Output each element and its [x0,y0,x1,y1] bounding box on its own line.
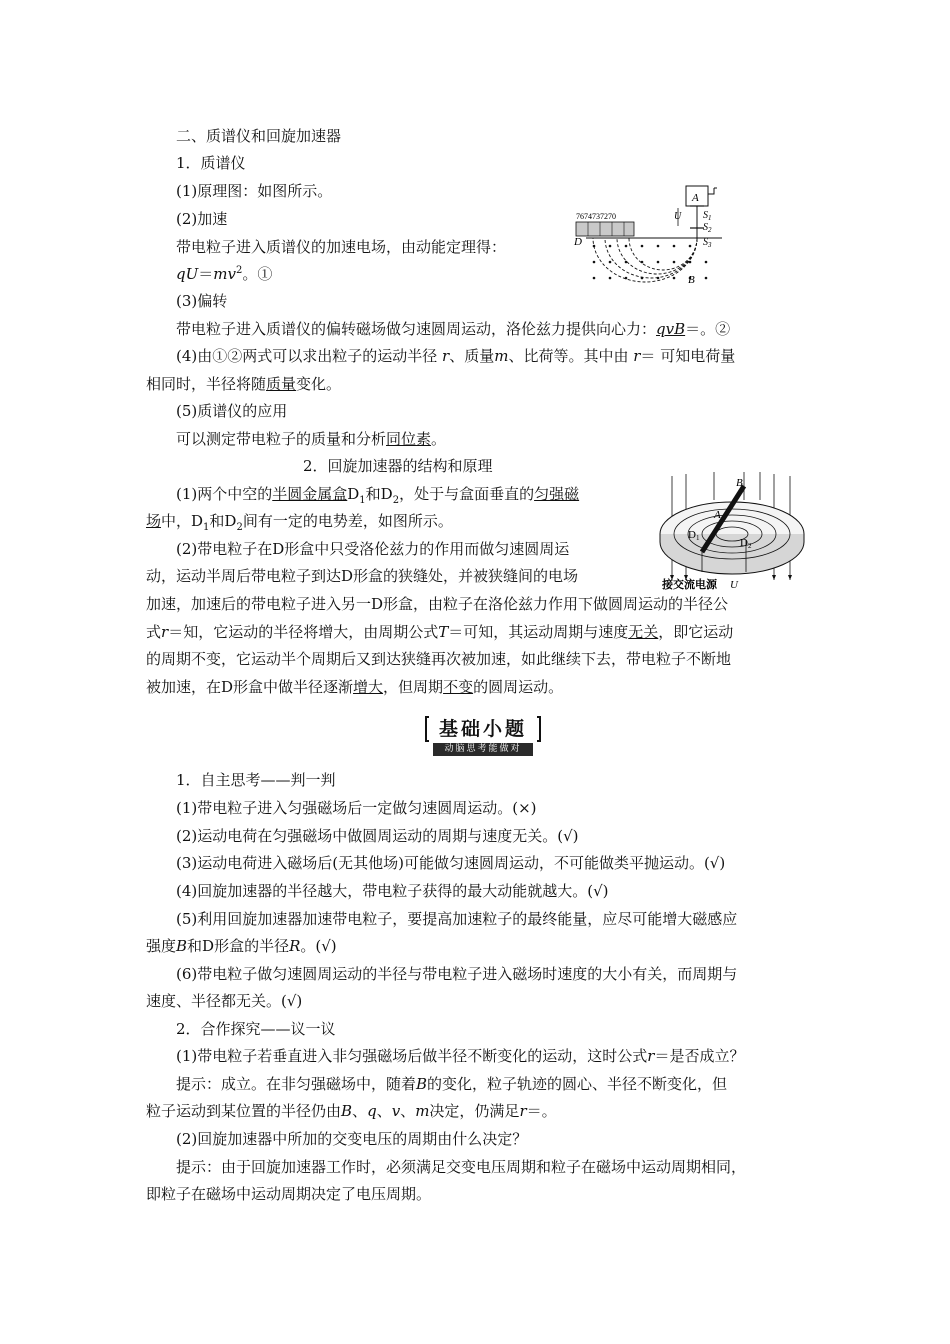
formula-line: $qU=mv^2$。① [176,265,273,283]
banner-title: 基础小题 [438,718,527,740]
paragraph: 被加速，在D形盒中做半径逐渐增大，但周期不变的圆周运动。 [146,678,564,696]
svg-text:D1: D1 [688,529,700,542]
answer: 提示：成立。在非匀强磁场中，随着B的变化，粒子轨迹的圆心、半径不断变化，但 [176,1075,728,1093]
subheading-cyclotron: 2．回旋加速器的结构和原理 [303,457,493,475]
paragraph: (1)原理图：如图所示。 [176,182,333,200]
banner-subtitle: 动脑思考能做对 [433,743,533,756]
paragraph: (4)由①②两式可以求出粒子的运动半径 r、质量m、比荷等。其中由 r＝ 可知电荷量 [176,347,736,365]
svg-text:D: D [574,236,582,248]
paragraph: 带电粒子进入质谱仪的加速电场，由动能定理得： [176,238,507,256]
judgement-item: (1)带电粒子进入匀强磁场后一定做匀速圆周运动。(×) [176,799,537,817]
bracket-right [537,716,541,742]
question: (1)带电粒子若垂直进入非匀强磁场后做半径不断变化的运动，这时公式r＝是否成立？ [176,1047,745,1065]
svg-text:U: U [730,579,738,591]
paragraph: 动，运动半周后带电粒子到达D形盒的狭缝处，并被狭缝间的电场 [146,567,579,585]
judgement-item: (3)运动电荷进入磁场后(无其他场)可能做匀速圆周运动，不可能做类平抛运动。(√) [176,854,726,872]
svg-text:S2: $S_2$ [703,222,712,234]
paragraph: 带电粒子进入质谱仪的偏转磁场做匀速圆周运动，洛伦兹力提供向心力：qvB＝。② [176,320,731,338]
section-heading: 二、质谱仪和回旋加速器 [176,127,342,145]
cyclotron-diagram [652,470,812,595]
paragraph: (1)两个中空的半圆金属盒$D_1$和$D_2$，处于与盒面垂直的匀强磁 [176,485,580,506]
svg-text:U: U [674,211,682,222]
paragraph: 相同时，半径将随质量变化。 [146,375,342,393]
section-banner [425,716,541,756]
paragraph: (2)带电粒子在D形盒中只受洛伦兹力的作用而做匀速圆周运 [176,540,570,558]
answer: 提示：由于回旋加速器工作时，必须满足交变电压周期和粒子在磁场中运动周期相同， [176,1158,747,1176]
svg-text:S1: $S_1$ [703,210,712,222]
svg-text:B: B [688,274,695,286]
subheading-discussion: 2．合作探究——议一议 [176,1020,336,1038]
judgement-item: (6)带电粒子做匀速圆周运动的半径与带电粒子进入磁场时速度的大小有关，而周期与 [176,965,738,983]
svg-text:A: A [692,192,699,204]
judgement-item: (5)利用回旋加速器加速带电粒子，要提高加速粒子的最终能量，应尽可能增大磁感应 [176,910,738,928]
svg-text:7674737270: 7674737270 [576,212,616,221]
subheading-mass-spectrometer: 1．质谱仪 [176,154,246,172]
svg-text:接交流电源: 接交流电源 [662,579,717,591]
judgement-item: 强度B和D形盒的半径R。(√) [146,937,337,955]
judgement-item: 速度、半径都无关。(√) [146,992,303,1010]
paragraph: 的周期不变，它运动半个周期后又到达狭缝再次被加速，如此继续下去，带电粒子不断地 [146,650,732,668]
svg-text:B: B [736,477,743,489]
paragraph: (3)偏转 [176,292,228,310]
mass-spectrometer-diagram [572,182,732,292]
paragraph: (5)质谱仪的应用 [176,402,288,420]
paragraph: (2)加速 [176,210,228,228]
paragraph: 场中，$D_1$和$D_2$间有一定的电势差，如图所示。 [146,512,453,533]
subheading-self-check: 1．自主思考——判一判 [176,771,336,789]
judgement-item: (4)回旋加速器的半径越大，带电粒子获得的最大动能就越大。(√) [176,882,609,900]
svg-text:S3: $S_3$ [703,237,712,249]
answer: 粒子运动到某位置的半径仍由B、q、v、m决定，仍满足r＝。 [146,1102,557,1120]
paragraph: 式r＝知，它运动的半径将增大，由周期公式T＝可知，其运动周期与速度无关，即它运动 [146,623,734,641]
question: (2)回旋加速器中所加的交变电压的周期由什么决定？ [176,1130,528,1148]
paragraph: 加速，加速后的带电粒子进入另一D形盒，由粒子在洛伦兹力作用下做圆周运动的半径公 [146,595,729,613]
svg-text:D2: D2 [740,537,752,550]
judgement-item: (2)运动电荷在匀强磁场中做圆周运动的周期与速度无关。(√) [176,827,579,845]
answer: 即粒子在磁场中运动周期决定了电压周期。 [146,1185,432,1203]
paragraph: 可以测定带电粒子的质量和分析同位素。 [176,430,447,448]
svg-text:A: A [714,509,721,521]
